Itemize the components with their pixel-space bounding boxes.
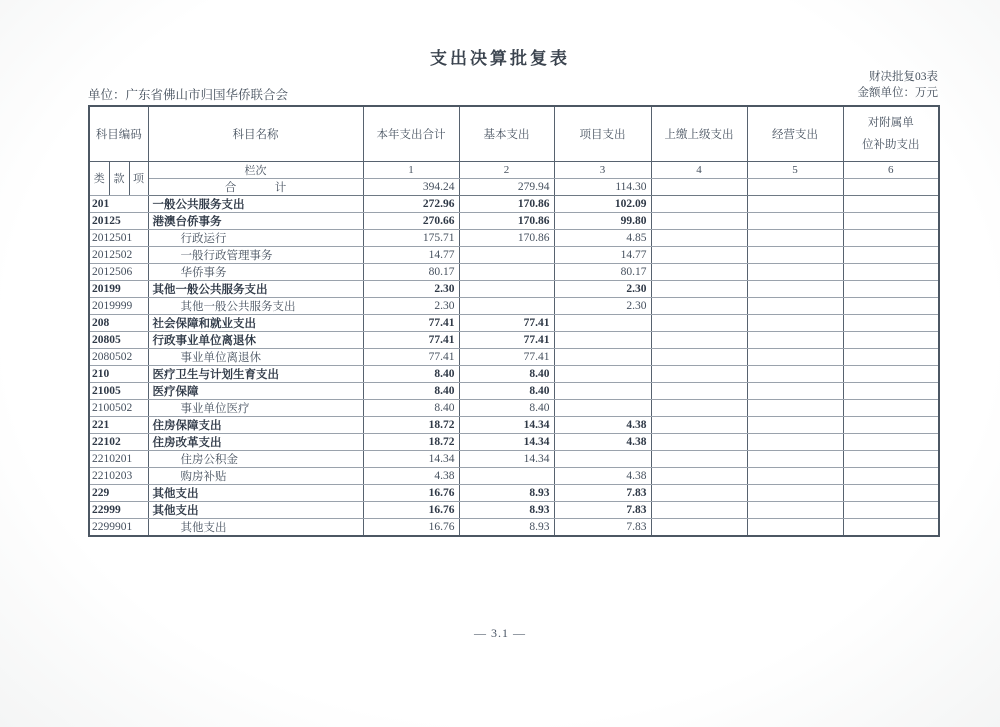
value-cell xyxy=(651,195,747,212)
value-cell xyxy=(843,280,939,297)
value-cell: 99.80 xyxy=(554,212,651,229)
value-cell: 8.40 xyxy=(459,365,554,382)
subject-name-cell: 其他支出 xyxy=(148,501,363,518)
page-title: 支出决算批复表 xyxy=(430,49,570,68)
value-cell xyxy=(651,416,747,433)
header-subject-name: 科目名称 xyxy=(148,106,363,161)
value-cell xyxy=(843,297,939,314)
subject-code-cell: 2012501 xyxy=(89,229,148,246)
amount-unit: 金额单位：万元 xyxy=(857,87,938,99)
value-cell: 8.93 xyxy=(459,484,554,501)
value-cell xyxy=(843,229,939,246)
subject-code-cell: 221 xyxy=(89,416,148,433)
value-cell: 77.41 xyxy=(459,314,554,331)
subject-code-cell: 2019999 xyxy=(89,297,148,314)
subject-code-cell: 2012506 xyxy=(89,263,148,280)
value-cell xyxy=(747,195,843,212)
subject-name-cell: 医疗保障 xyxy=(148,382,363,399)
value-cell xyxy=(747,246,843,263)
value-cell xyxy=(459,246,554,263)
value-cell: 170.86 xyxy=(459,212,554,229)
value-cell xyxy=(747,297,843,314)
value-cell xyxy=(459,467,554,484)
value-cell xyxy=(554,382,651,399)
value-cell xyxy=(747,433,843,450)
subject-code-cell: 208 xyxy=(89,314,148,331)
table-row xyxy=(89,314,939,331)
column-number: 4 xyxy=(651,161,747,178)
value-cell xyxy=(843,331,939,348)
value-cell: 8.40 xyxy=(459,399,554,416)
header-class: 类 xyxy=(89,161,109,195)
header-row-column-index xyxy=(89,161,939,178)
subject-name-cell: 华侨事务 xyxy=(148,263,363,280)
value-cell xyxy=(651,450,747,467)
header-subject-code: 科目编码 xyxy=(89,106,148,161)
subject-name-cell: 社会保障和就业支出 xyxy=(148,314,363,331)
subject-name-cell: 其他支出 xyxy=(148,518,363,536)
subject-code-cell: 2210201 xyxy=(89,450,148,467)
value-cell: 270.66 xyxy=(363,212,459,229)
table-row xyxy=(89,246,939,263)
header-project-expenditure: 项目支出 xyxy=(554,106,651,161)
value-cell: 77.41 xyxy=(459,331,554,348)
value-cell: 77.41 xyxy=(363,331,459,348)
subject-name-cell: 一般公共服务支出 xyxy=(148,195,363,212)
value-cell: 14.34 xyxy=(363,450,459,467)
value-cell xyxy=(843,399,939,416)
subject-code-cell: 210 xyxy=(89,365,148,382)
header-item: 项 xyxy=(129,161,148,195)
table-row xyxy=(89,501,939,518)
value-cell: 170.86 xyxy=(459,229,554,246)
value-cell xyxy=(843,365,939,382)
table-row xyxy=(89,382,939,399)
value-cell: 4.38 xyxy=(363,467,459,484)
value-cell: 18.72 xyxy=(363,433,459,450)
subject-name-cell: 住房改革支出 xyxy=(148,433,363,450)
table-row xyxy=(89,297,939,314)
total-value-cell xyxy=(651,178,747,195)
value-cell xyxy=(651,467,747,484)
subject-code-cell: 2299901 xyxy=(89,518,148,536)
column-number: 6 xyxy=(843,161,939,178)
expenditure-table xyxy=(88,105,940,537)
value-cell xyxy=(651,382,747,399)
value-cell xyxy=(843,450,939,467)
grand-total-row xyxy=(89,178,939,195)
table-row xyxy=(89,484,939,501)
value-cell xyxy=(843,382,939,399)
value-cell xyxy=(554,331,651,348)
subject-name-cell: 购房补贴 xyxy=(148,467,363,484)
value-cell xyxy=(554,314,651,331)
value-cell: 77.41 xyxy=(363,314,459,331)
value-cell xyxy=(843,314,939,331)
value-cell xyxy=(651,280,747,297)
header-affiliate-subsidy: 对附属单 位补助支出 xyxy=(843,106,939,161)
value-cell xyxy=(843,416,939,433)
value-cell: 2.30 xyxy=(363,280,459,297)
value-cell xyxy=(843,484,939,501)
value-cell xyxy=(459,280,554,297)
header-basic-expenditure: 基本支出 xyxy=(459,106,554,161)
value-cell xyxy=(747,484,843,501)
column-number: 2 xyxy=(459,161,554,178)
value-cell xyxy=(843,518,939,536)
value-cell xyxy=(651,399,747,416)
table-row xyxy=(89,331,939,348)
table-row xyxy=(89,280,939,297)
column-index-label: 栏次 xyxy=(148,161,363,178)
table-row xyxy=(89,212,939,229)
header-total-expenditure: 本年支出合计 xyxy=(363,106,459,161)
table-row xyxy=(89,365,939,382)
value-cell: 8.40 xyxy=(459,382,554,399)
value-cell xyxy=(651,518,747,536)
value-cell: 8.93 xyxy=(459,518,554,536)
value-cell xyxy=(554,399,651,416)
subject-name-cell: 其他一般公共服务支出 xyxy=(148,297,363,314)
subject-code-cell: 2210203 xyxy=(89,467,148,484)
value-cell xyxy=(747,280,843,297)
value-cell: 4.38 xyxy=(554,467,651,484)
table-row xyxy=(89,518,939,536)
value-cell: 77.41 xyxy=(363,348,459,365)
form-code: 财决批复03表 xyxy=(869,71,938,83)
value-cell: 4.38 xyxy=(554,433,651,450)
subject-name-cell: 港澳台侨事务 xyxy=(148,212,363,229)
value-cell: 2.30 xyxy=(554,280,651,297)
value-cell: 16.76 xyxy=(363,501,459,518)
value-cell xyxy=(554,348,651,365)
value-cell xyxy=(651,433,747,450)
subject-code-cell: 2012502 xyxy=(89,246,148,263)
value-cell: 170.86 xyxy=(459,195,554,212)
value-cell xyxy=(459,297,554,314)
subject-name-cell: 事业单位医疗 xyxy=(148,399,363,416)
page-number: — 3.1 — xyxy=(474,626,526,640)
value-cell: 16.76 xyxy=(363,518,459,536)
value-cell xyxy=(843,263,939,280)
value-cell: 4.85 xyxy=(554,229,651,246)
value-cell xyxy=(843,212,939,229)
table-row xyxy=(89,433,939,450)
unit-label: 单位：广东省佛山市归国华侨联合会 xyxy=(88,88,289,102)
value-cell xyxy=(747,314,843,331)
subject-name-cell: 行政事业单位离退休 xyxy=(148,331,363,348)
value-cell: 14.77 xyxy=(363,246,459,263)
value-cell xyxy=(651,246,747,263)
table-row xyxy=(89,450,939,467)
value-cell xyxy=(843,433,939,450)
value-cell xyxy=(843,195,939,212)
value-cell xyxy=(747,365,843,382)
value-cell: 7.83 xyxy=(554,518,651,536)
subject-code-cell: 20199 xyxy=(89,280,148,297)
value-cell xyxy=(747,399,843,416)
value-cell xyxy=(651,314,747,331)
subject-name-cell: 其他一般公共服务支出 xyxy=(148,280,363,297)
table-row xyxy=(89,195,939,212)
column-number: 3 xyxy=(554,161,651,178)
subject-name-cell: 行政运行 xyxy=(148,229,363,246)
value-cell: 2.30 xyxy=(363,297,459,314)
subject-code-cell: 2100502 xyxy=(89,399,148,416)
value-cell xyxy=(651,331,747,348)
value-cell: 4.38 xyxy=(554,416,651,433)
table-header xyxy=(89,106,939,195)
value-cell: 14.77 xyxy=(554,246,651,263)
header-row-titles xyxy=(89,106,939,161)
value-cell xyxy=(843,348,939,365)
table-row xyxy=(89,467,939,484)
subject-code-cell: 22999 xyxy=(89,501,148,518)
value-cell xyxy=(651,501,747,518)
value-cell: 175.71 xyxy=(363,229,459,246)
total-value-cell: 279.94 xyxy=(459,178,554,195)
form-meta xyxy=(858,69,939,101)
value-cell: 102.09 xyxy=(554,195,651,212)
value-cell xyxy=(747,331,843,348)
subject-code-cell: 201 xyxy=(89,195,148,212)
total-value-cell: 394.24 xyxy=(363,178,459,195)
subject-name-cell: 一般行政管理事务 xyxy=(148,246,363,263)
value-cell: 2.30 xyxy=(554,297,651,314)
subject-name-cell: 医疗卫生与计划生育支出 xyxy=(148,365,363,382)
value-cell: 8.93 xyxy=(459,501,554,518)
value-cell xyxy=(747,450,843,467)
value-cell: 7.83 xyxy=(554,501,651,518)
value-cell xyxy=(747,501,843,518)
total-value-cell: 114.30 xyxy=(554,178,651,195)
value-cell xyxy=(747,212,843,229)
value-cell: 18.72 xyxy=(363,416,459,433)
value-cell: 14.34 xyxy=(459,450,554,467)
value-cell: 77.41 xyxy=(459,348,554,365)
value-cell xyxy=(747,467,843,484)
header-section: 款 xyxy=(109,161,129,195)
value-cell xyxy=(747,229,843,246)
subject-code-cell: 229 xyxy=(89,484,148,501)
value-cell xyxy=(651,297,747,314)
total-label: 合 计 xyxy=(148,178,363,195)
value-cell xyxy=(747,518,843,536)
table-body xyxy=(89,195,939,536)
subject-name-cell: 住房保障支出 xyxy=(148,416,363,433)
value-cell xyxy=(651,348,747,365)
value-cell xyxy=(554,365,651,382)
subject-name-cell: 其他支出 xyxy=(148,484,363,501)
subject-name-cell: 事业单位离退休 xyxy=(148,348,363,365)
header-operating-expenditure: 经营支出 xyxy=(747,106,843,161)
header-upper-level-expenditure: 上缴上级支出 xyxy=(651,106,747,161)
table-row xyxy=(89,229,939,246)
column-number: 1 xyxy=(363,161,459,178)
subject-code-cell: 22102 xyxy=(89,433,148,450)
value-cell xyxy=(843,467,939,484)
total-value-cell xyxy=(843,178,939,195)
value-cell xyxy=(459,263,554,280)
value-cell: 80.17 xyxy=(554,263,651,280)
value-cell: 14.34 xyxy=(459,416,554,433)
table-row xyxy=(89,348,939,365)
value-cell xyxy=(554,450,651,467)
total-value-cell xyxy=(747,178,843,195)
value-cell xyxy=(651,263,747,280)
subject-code-cell: 2080502 xyxy=(89,348,148,365)
value-cell: 8.40 xyxy=(363,399,459,416)
value-cell xyxy=(651,229,747,246)
value-cell xyxy=(747,263,843,280)
value-cell: 80.17 xyxy=(363,263,459,280)
table-row xyxy=(89,399,939,416)
value-cell xyxy=(747,382,843,399)
subject-code-cell: 21005 xyxy=(89,382,148,399)
subject-code-cell: 20125 xyxy=(89,212,148,229)
value-cell xyxy=(843,501,939,518)
value-cell xyxy=(843,246,939,263)
value-cell xyxy=(651,365,747,382)
subject-code-cell: 20805 xyxy=(89,331,148,348)
value-cell: 16.76 xyxy=(363,484,459,501)
value-cell: 272.96 xyxy=(363,195,459,212)
column-number: 5 xyxy=(747,161,843,178)
table-row xyxy=(89,263,939,280)
table-row xyxy=(89,416,939,433)
value-cell: 7.83 xyxy=(554,484,651,501)
value-cell xyxy=(651,212,747,229)
value-cell xyxy=(747,348,843,365)
value-cell xyxy=(747,416,843,433)
subject-name-cell: 住房公积金 xyxy=(148,450,363,467)
value-cell: 8.40 xyxy=(363,365,459,382)
value-cell: 14.34 xyxy=(459,433,554,450)
value-cell xyxy=(651,484,747,501)
value-cell: 8.40 xyxy=(363,382,459,399)
